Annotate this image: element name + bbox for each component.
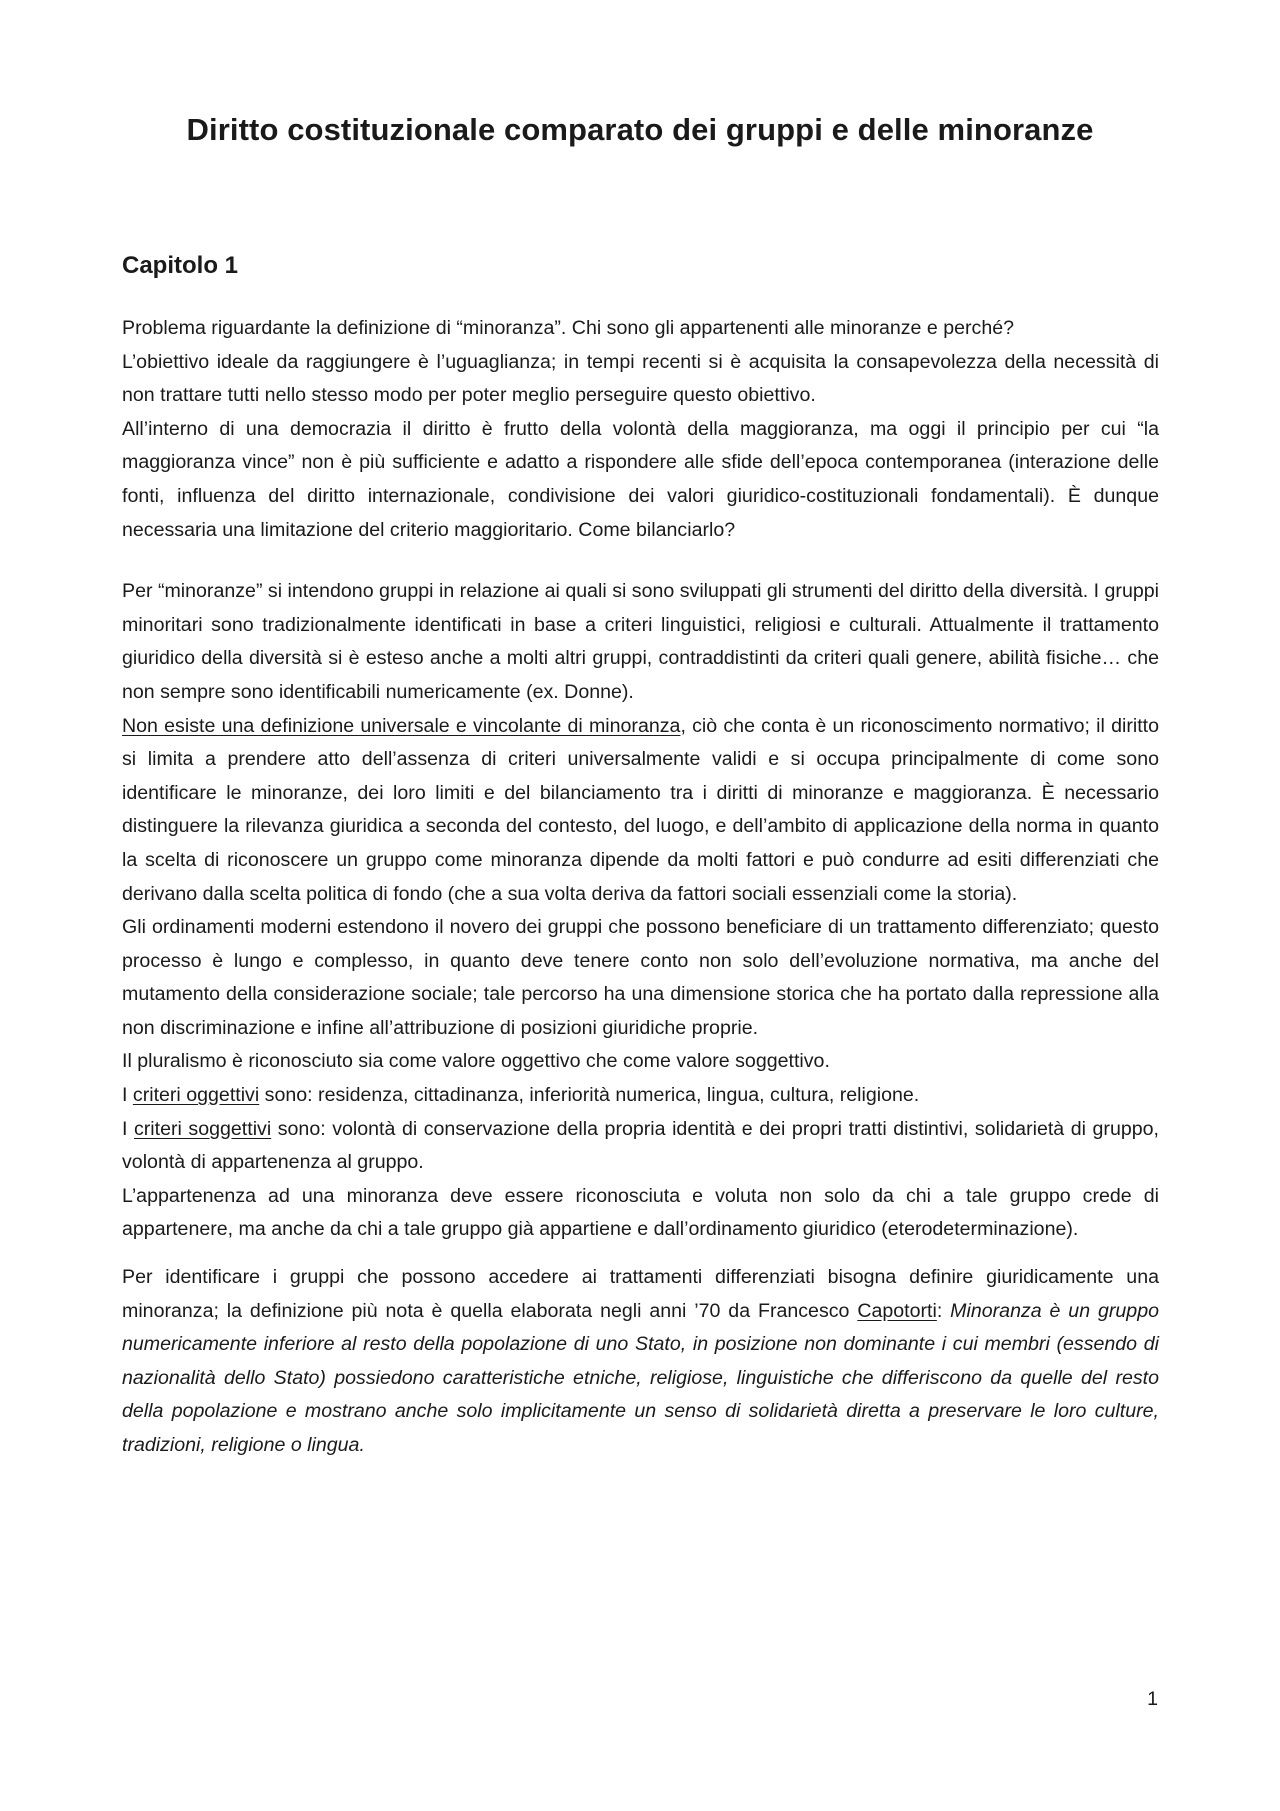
paragraph-spacer (122, 1247, 1159, 1261)
paragraph-equality-goal: L’obiettivo ideale da raggiungere è l’uguaglianza; in tempi recenti si è acquisita la consapevolezza della necessità di non trattare tutti nello stesso modo per poter meglio perseguire questo obiettivo. (122, 350, 1159, 407)
underlined-capotorti: Capotorti (857, 1299, 937, 1322)
text-prefix: I (122, 1084, 133, 1107)
text-colon: : (936, 1299, 951, 1322)
underlined-subjective-criteria: criteri soggettivi (133, 1117, 272, 1140)
paragraph-modern-orders: Gli ordinamenti moderni estendono il novero dei gruppi che possono beneficiare di un trattamento differenziato; questo processo è lungo e complesso, in quanto deve tenere conto non solo dell’evoluzione normativa, ma anche del mutamento della considerazione sociale; tale percorso ha una dimensione storica che ha portato dalla repressione alla non discriminazione e infine all’attribuzione di posizioni giuridiche proprie. (122, 916, 1159, 1039)
document-body (122, 250, 1159, 1463)
text-objective-criteria-list: sono: residenza, cittadinanza, inferiorità numerica, lingua, cultura, religione. (259, 1084, 920, 1107)
paragraph-subjective-criteria (122, 1113, 1159, 1180)
paragraph-membership: L’appartenenza ad una minoranza deve essere riconosciuta e voluta non solo da chi a tale gruppo crede di appartenere, ma anche da chi a tale gruppo già appartiene e dall’ordinamento giuridico (eterodeterminazione). (122, 1184, 1159, 1241)
paragraph-capotorti-definition (122, 1261, 1159, 1463)
text-subjective-criteria-list: sono: volontà di conservazione della propria identità e dei propri tratti distintivi, solidarietà di gruppo, volontà di appartenenza al gruppo. (122, 1117, 1159, 1174)
text-prefix: I (122, 1117, 134, 1140)
text-normative-recognition: , ciò che conta è un riconoscimento normativo; il diritto si limita a prendere atto dell’assenza di criteri universalmente validi e si occupa principalmente di come sono identificare le minoranze, dei loro limiti e del bilanciamento tra i diritti di minoranze e maggioranza. È necessario distinguere la rilevanza giuridica a seconda del contesto, del luogo, e dell’ambito di applicazione della norma in quanto la scelta di riconoscere un gruppo come minoranza dipende da molti fattori e può condurre ad esiti differenziati che derivano dalla scelta politica di fondo (che a sua volta deriva da fattori sociali essenziali come la storia). (122, 714, 1159, 905)
underlined-no-universal-definition: Non esiste una definizione universale e vincolante di minoranza (122, 714, 681, 737)
document-title: Diritto costituzionale comparato dei gruppi e delle minoranze (186, 112, 1094, 147)
paragraph-no-universal-definition (122, 710, 1159, 912)
paragraph-minorities-meaning: Per “minoranze” si intendono gruppi in relazione ai quali si sono sviluppati gli strumenti del diritto della diversità. I gruppi minoritari sono tradizionalmente identificati in base a criteri linguistici, religiosi e culturali. Attualmente il trattamento giuridico della diversità si è esteso anche a molti altri gruppi, contraddistinti da criteri quali genere, abilità fisiche… che non sempre sono identificabili numericamente (ex. Donne). (122, 580, 1159, 703)
paragraph-majority-principle: All’interno di una democrazia il diritto è frutto della volontà della maggioranza, ma oggi il principio per cui “la maggioranza vince” non è più sufficiente e adatto a rispondere alle sfide dell’epoca contemporanea (interazione delle fonti, influenza del diritto internazionale, condivisione dei valori giuridico-costituzionali fondamentali). È dunque necessaria una limitazione del criterio maggioritario. Come bilanciarlo? (122, 417, 1159, 541)
italic-minority-definition: Minoranza è un gruppo numericamente inferiore al resto della popolazione di uno Stato, in posizione non dominante i cui membri (essendo di nazionalità dello Stato) possiedono caratteristiche etniche, religiose, linguistiche che differiscono da quelle del resto della popolazione e mostrano anche solo implicitamente un senso di solidarietà diretta a preservare le loro culture, tradizioni, religione o lingua. (122, 1299, 1159, 1456)
underlined-objective-criteria: criteri oggettivi (132, 1084, 260, 1107)
text-definition-intro: Per identificare i gruppi che possono accedere ai trattamenti differenziati bisogna definire giuridicamente una minoranza; la definizione più nota è quella elaborata negli anni ’70 da Francesco (122, 1266, 1159, 1322)
paragraph-pluralism: Il pluralismo è riconosciuto sia come valore oggettivo che come valore soggettivo. (122, 1050, 830, 1073)
chapter-heading: Capitolo 1 (122, 252, 239, 279)
paragraph-spacer (122, 547, 1159, 575)
paragraph-problem: Problema riguardante la definizione di “minoranza”. Chi sono gli appartenenti alle minoranze e perché? (122, 317, 1015, 339)
page-number: 1 (1147, 1688, 1158, 1710)
paragraph-objective-criteria (122, 1079, 1159, 1113)
